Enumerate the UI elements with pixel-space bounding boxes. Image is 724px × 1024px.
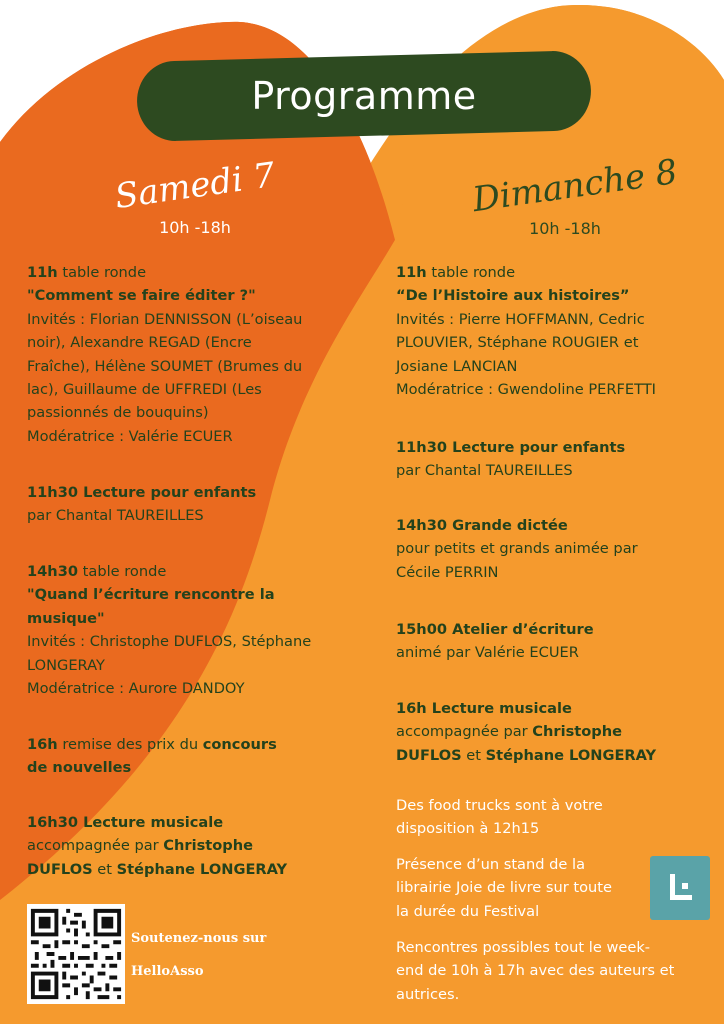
helloasso-support-text[interactable] — [131, 922, 266, 988]
saturday-heading: Samedi 7 — [112, 154, 278, 218]
qr-code-icon — [27, 904, 125, 1004]
bookshop-note: Présence d’un stand de la librairie Joie de livre sur toute la durée du Festival — [396, 856, 612, 920]
sunday-event-3: 14h30 Grande dictée pour petits et grands animée par Cécile PERRIN — [396, 517, 638, 581]
page-title: Programme — [251, 74, 477, 118]
sunday-event-1: 11h table ronde “De l’Histoire aux histoires” Invités : Pierre HOFFMANN, Cedric PLOUVIER, Stéphane ROUGIER et Josiane LANCIAN Modératrice : Gwendoline PERFETTI — [396, 264, 656, 399]
saturday-event-3: 14h30 table ronde "Quand l’écriture rencontre la musique" Invités : Christophe DUFLOS, Stéphane LONGERAY Modératrice : Aurore DANDOY — [27, 563, 312, 698]
food-trucks-note: Des food trucks sont à votre disposition à 12h15 — [396, 797, 603, 838]
saturday-hours: 10h -18h — [159, 218, 231, 237]
saturday-event-1: 11h table ronde "Comment se faire éditer ?" Invités : Florian DENNISSON (L’oiseau noir), Alexandre REGAD (Encre Fraîche), Hélène SOUMET (Brumes du lac), Guillaume de UFFREDI (Les passionnés de bouquins) Modératrice : Valérie ECUER — [27, 264, 303, 445]
saturday-event-4: 16h remise des prix du concours de nouvelles — [27, 736, 277, 777]
sunday-event-5: 16h Lecture musicale accompagnée par Christophe DUFLOS et Stéphane LONGERAY — [396, 700, 657, 764]
helloasso-qr-code[interactable] — [27, 904, 125, 1004]
meetings-note: Rencontres possibles tout le week- end de 10h à 17h avec des auteurs et autrices. — [396, 939, 675, 1003]
saturday-event-5: 16h30 Lecture musicale accompagnée par Christophe DUFLOS et Stéphane LONGERAY — [27, 814, 288, 878]
sunday-heading: Dimanche 8 — [470, 151, 680, 221]
sunday-event-4: 15h00 Atelier d’écriture animé par Valérie ECUER — [396, 621, 594, 662]
saturday-event-2: 11h30 Lecture pour enfants par Chantal TAUREILLES — [27, 484, 257, 525]
bookshop-logo-icon — [650, 856, 710, 920]
support-line-2: HelloAsso — [131, 964, 204, 979]
sunday-hours: 10h -18h — [529, 219, 601, 238]
support-line-1: Soutenez-nous sur — [131, 931, 267, 946]
sunday-event-2: 11h30 Lecture pour enfants par Chantal TAUREILLES — [396, 439, 626, 480]
bookshop-logo — [650, 856, 710, 920]
